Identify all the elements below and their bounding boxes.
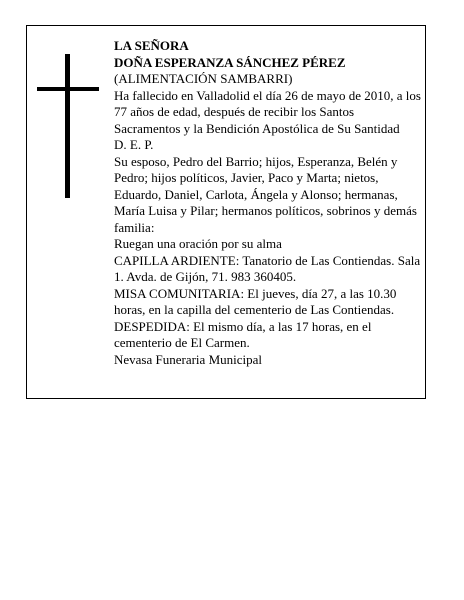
obituary-notice: [26, 25, 426, 399]
farewell-info: DESPEDIDA: El mismo día, a las 17 horas, en el cementerio de El Carmen.: [114, 318, 372, 350]
rip-text: D. E. P.: [114, 137, 154, 152]
notice-title: LA SEÑORA: [114, 38, 189, 53]
prayer-request: Ruegan una oración por su alma: [114, 236, 282, 251]
mass-info: MISA COMUNITARIA: El jueves, día 27, a las 10.30 horas, en la capilla del cementerio de Las Contiendas.: [114, 285, 397, 317]
cross-horizontal-bar: [37, 87, 99, 91]
funeral-home: Nevasa Funeraria Municipal: [114, 351, 263, 367]
chapel-info: CAPILLA ARDIENTE: Tanatorio de Las Contiendas. Sala 1. Avda. de Gijón, 71. 983 360405.: [114, 252, 421, 284]
family-list: Su esposo, Pedro del Barrio; hijos, Esperanza, Belén y Pedro; hijos políticos, Javier, Paco y Marta; nietos, Eduardo, Daniel, Carlota, Ángela y Alonso; hermanas, María Luisa y Pilar; hermanos políticos, sobrinos y demás familia:: [114, 153, 417, 235]
death-notice: Ha fallecido en Valladolid el día 26 de mayo de 2010, a los 77 años de edad, después de recibir los Santos Sacramentos y la Bendición Apostólica de Su Santidad: [114, 87, 421, 136]
deceased-alias: (ALIMENTACIÓN SAMBARRI): [114, 71, 293, 86]
cross-vertical-bar: [65, 54, 70, 198]
deceased-name: DOÑA ESPERANZA SÁNCHEZ PÉREZ: [114, 54, 346, 70]
cross-icon: [37, 54, 99, 198]
notice-content: [114, 38, 422, 368]
